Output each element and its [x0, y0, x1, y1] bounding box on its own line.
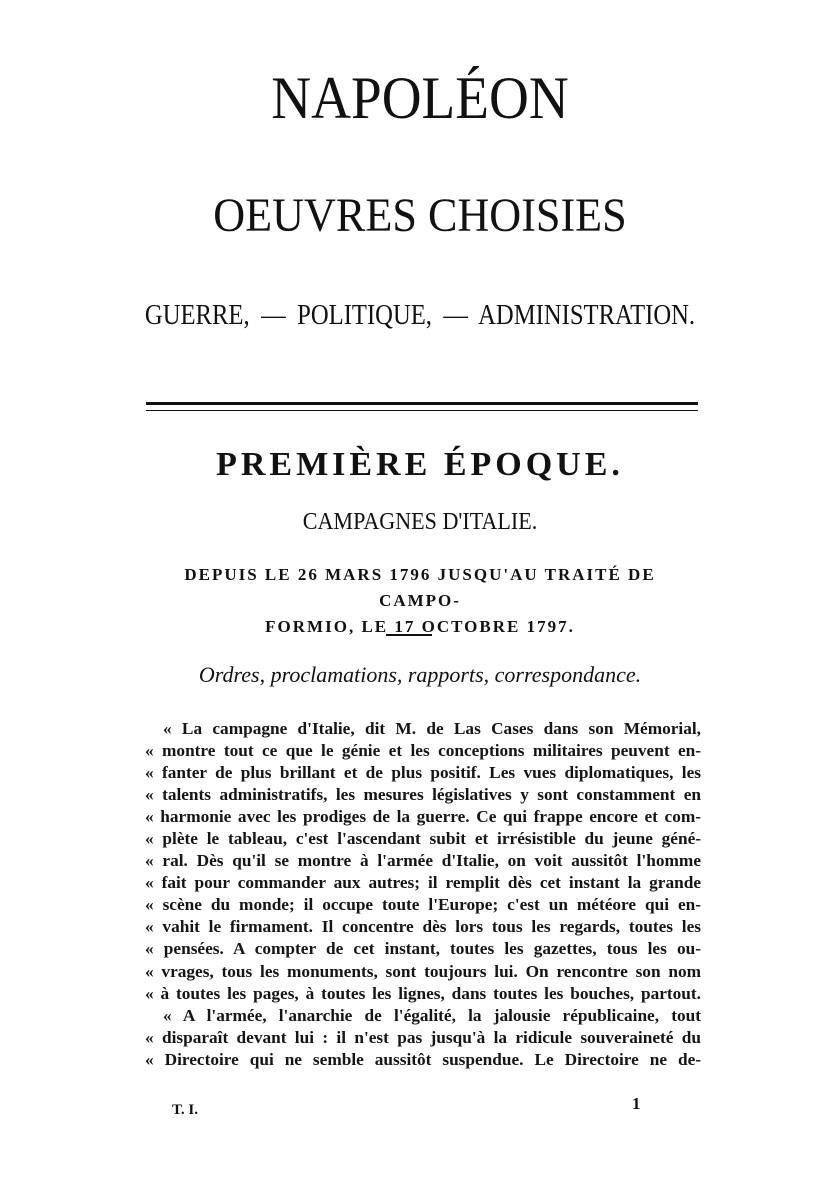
signature-mark: T. I.	[172, 1102, 198, 1118]
body-line: « montre tout ce que le génie et les conceptions militaires peuvent en-	[145, 741, 701, 761]
double-rule-thin	[146, 410, 698, 411]
body-line: « harmonie avec les prodiges de la guerre. Ce qui frappe encore et com-	[145, 807, 701, 827]
body-line: « à toutes les pages, à toutes les lignes, dans toutes les bouches, partout.	[145, 983, 701, 1003]
body-line: « disparaît devant lui : il n'est pas jusqu'à la ridicule souveraineté du	[145, 1027, 701, 1047]
body-line: « vahit le firmament. Il concentre dès lors tous les regards, toutes les	[145, 917, 701, 937]
book-subtitle: OEUVRES CHOISIES	[213, 189, 627, 242]
body-line: « scène du monde; il occupe toute l'Europe; c'est un météore qui en-	[145, 895, 701, 915]
body-line: « Directoire qui ne semble aussitôt suspendue. Le Directoire ne de-	[145, 1049, 701, 1069]
epoch-heading: PREMIÈRE ÉPOQUE.	[216, 446, 624, 483]
book-themes: GUERRE, — POLITIQUE, — ADMINISTRATION.	[144, 300, 696, 331]
page-number: 1	[632, 1094, 641, 1113]
body-paragraphs	[145, 718, 701, 1071]
body-line: « La campagne d'Italie, dit M. de Las Cases dans son Mémorial,	[163, 719, 701, 738]
body-line: « vrages, tous les monuments, sont toujours lui. On rencontre son nom	[145, 961, 701, 981]
body-line: « pensées. A compter de cet instant, toutes les gazettes, tous les ou-	[145, 939, 701, 959]
body-line: « talents administratifs, les mesures législatives y sont constamment en	[145, 785, 701, 805]
body-line: « A l'armée, l'anarchie de l'égalité, la jalousie républicaine, tout	[163, 1005, 701, 1025]
body-line: « fait pour commander aux autres; il remplit dès cet instant la grande	[145, 873, 701, 893]
body-line: « fanter de plus brillant et de plus positif. Les vues diplomatiques, les	[145, 763, 701, 783]
body-line: « ral. Dès qu'il se montre à l'armée d'Italie, on voit aussitôt l'homme	[145, 851, 701, 871]
date-range	[160, 562, 680, 640]
body-line: « plète le tableau, c'est l'ascendant subit et irrésistible du jeune géné-	[145, 829, 701, 849]
subject-line: Ordres, proclamations, rapports, correspondance.	[198, 662, 642, 687]
campaign-heading: CAMPAGNES D'ITALIE.	[302, 509, 538, 535]
double-rule-thick	[146, 402, 698, 405]
date-range-line-1: DEPUIS LE 26 MARS 1796 JUSQU'AU TRAITÉ DE CAMPO-	[184, 565, 656, 610]
date-range-line-2: FORMIO, LE 17 OCTOBRE 1797.	[265, 617, 575, 636]
book-title: NAPOLÉON	[271, 65, 569, 131]
section-divider	[386, 634, 432, 636]
